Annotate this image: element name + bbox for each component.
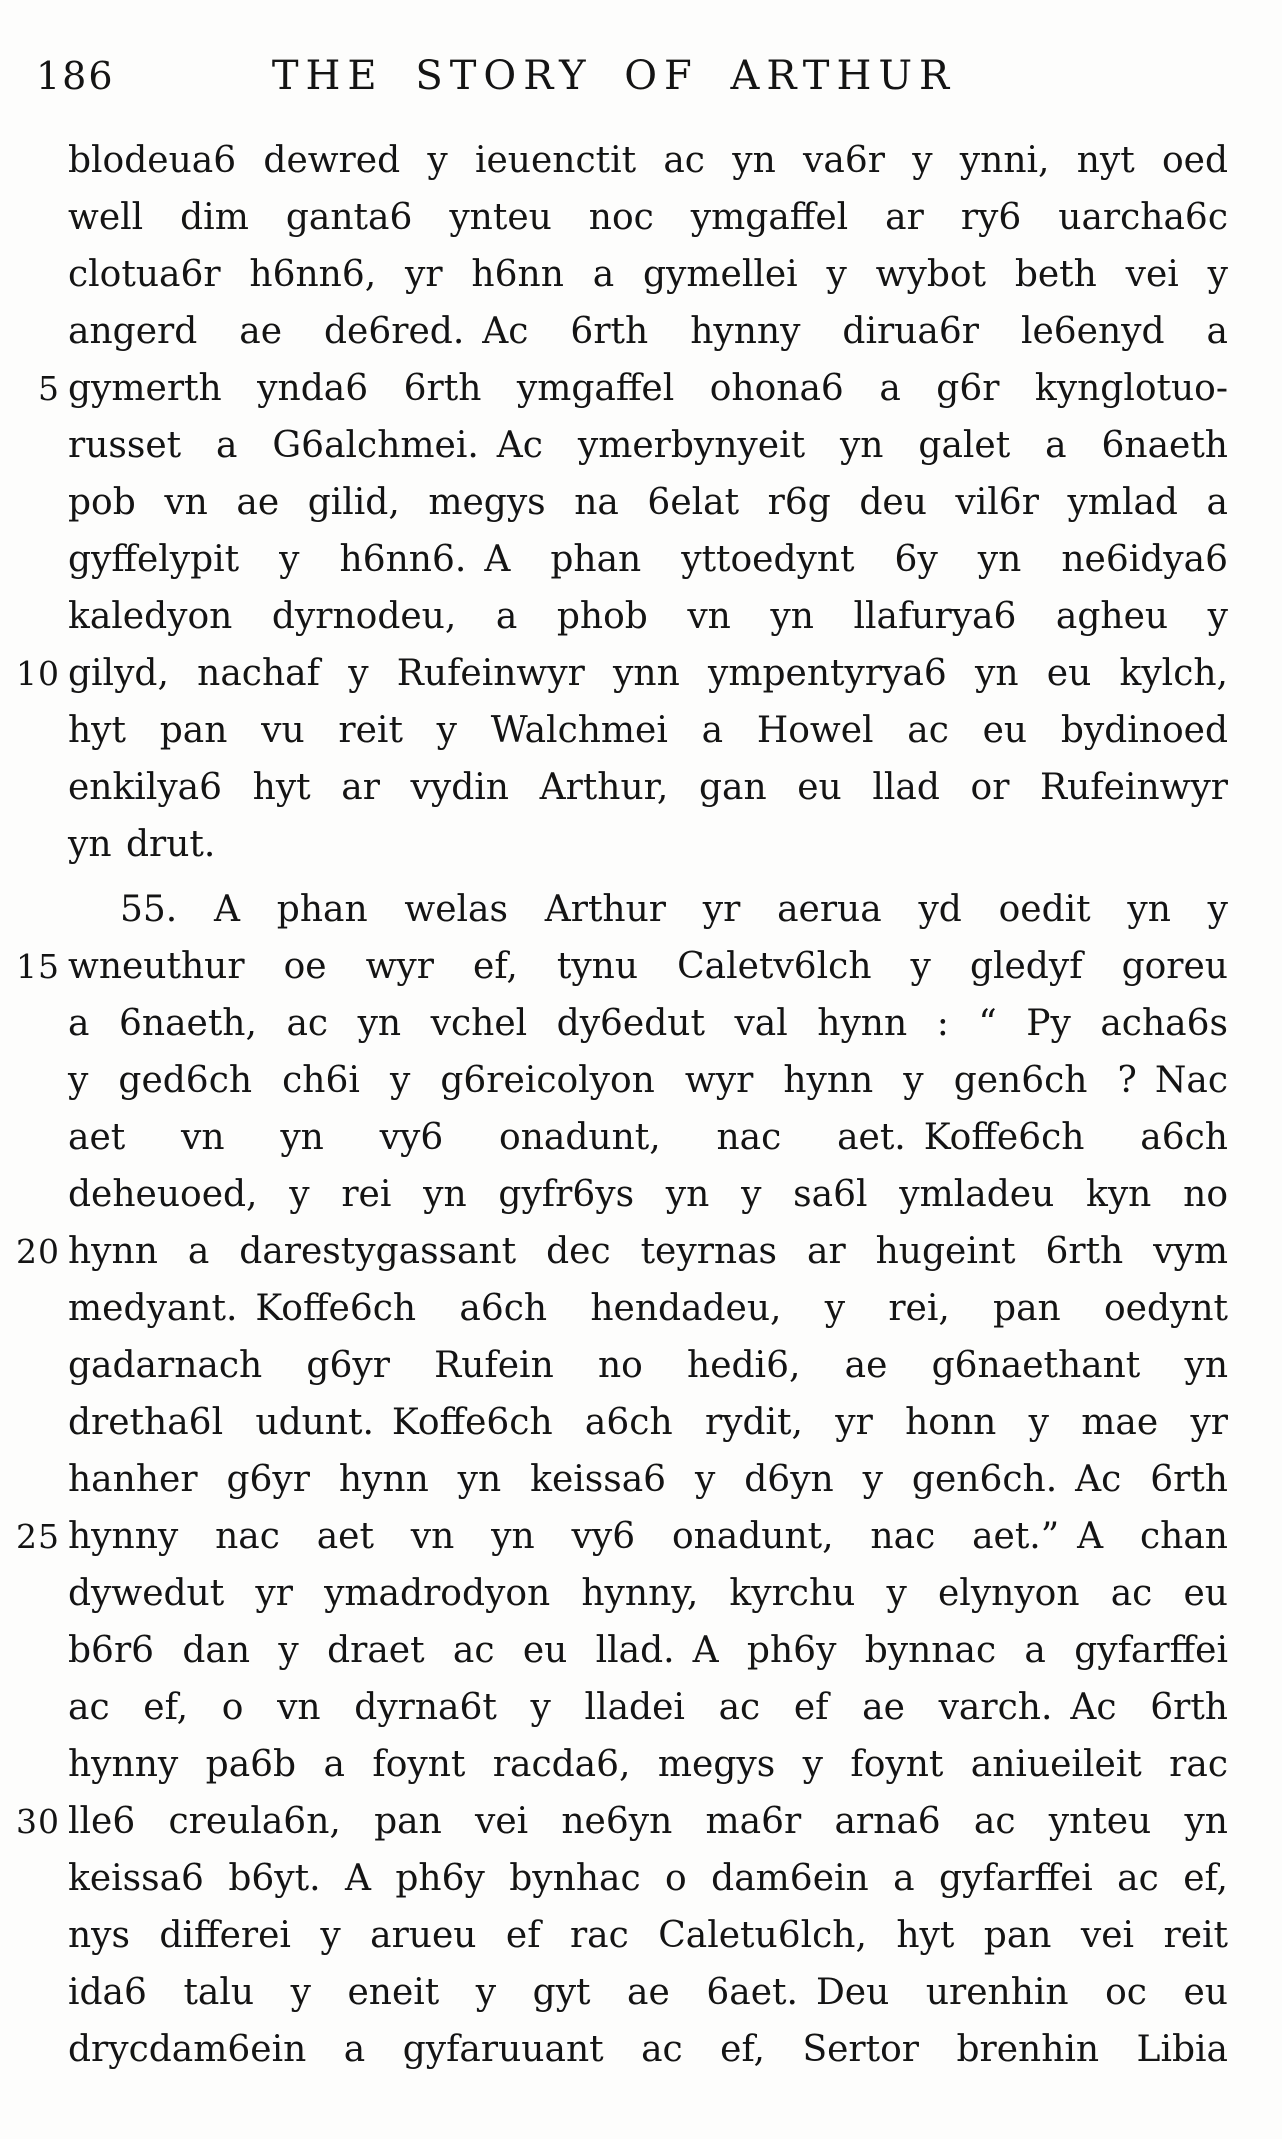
line-text: kaledyon dyrnodeu, a phob vn yn llafurya6 agheu y bbox=[68, 596, 1228, 637]
text-line bbox=[0, 417, 1228, 474]
line-number: 25 bbox=[16, 1517, 60, 1556]
text-line bbox=[0, 938, 1228, 995]
paragraph bbox=[0, 132, 1228, 873]
text-line bbox=[0, 995, 1228, 1052]
line-text: yn drut. bbox=[68, 824, 216, 865]
line-text: angerd ae de6red. Ac 6rth hynny dirua6r le6enyd a bbox=[68, 311, 1228, 352]
text-line bbox=[0, 1109, 1228, 1166]
paragraph bbox=[0, 881, 1228, 2078]
line-text: dywedut yr ymadrodyon hynny, kyrchu y elynyon ac eu bbox=[68, 1573, 1228, 1614]
line-text: drycdam6ein a gyfaruuant ac ef, Sertor brenhin Libia bbox=[68, 2029, 1228, 2070]
page-header bbox=[0, 50, 1228, 102]
line-number: 30 bbox=[16, 1802, 60, 1841]
line-text: lle6 creula6n, pan vei ne6yn ma6r arna6 ac ynteu yn bbox=[68, 1801, 1228, 1842]
line-text: nys differei y arueu ef rac Caletu6lch, hyt pan vei reit bbox=[68, 1915, 1228, 1956]
text-line bbox=[0, 1508, 1228, 1565]
line-text: b6r6 dan y draet ac eu llad. A ph6y bynnac a gyfarffei bbox=[68, 1630, 1228, 1671]
text-line bbox=[0, 645, 1228, 702]
text-line bbox=[0, 1052, 1228, 1109]
line-text: russet a G6alchmei. Ac ymerbynyeit yn galet a 6naeth bbox=[68, 425, 1228, 466]
text-line bbox=[0, 1793, 1228, 1850]
line-number: 10 bbox=[16, 654, 60, 693]
text-line bbox=[0, 2021, 1228, 2078]
line-number: 20 bbox=[16, 1232, 60, 1271]
page-title: THE STORY OF ARTHUR bbox=[271, 53, 957, 99]
line-text: enkilya6 hyt ar vydin Arthur, gan eu llad or Rufeinwyr bbox=[68, 767, 1228, 808]
line-text: hynny nac aet vn yn vy6 onadunt, nac aet.” A chan bbox=[68, 1516, 1228, 1557]
line-text: hanher g6yr hynn yn keissa6 y d6yn y gen6ch. Ac 6rth bbox=[68, 1459, 1228, 1500]
text-line bbox=[0, 1451, 1228, 1508]
text-line bbox=[0, 1337, 1228, 1394]
line-text: ida6 talu y eneit y gyt ae 6aet. Deu urenhin oc eu bbox=[68, 1972, 1228, 2013]
text-line bbox=[0, 531, 1228, 588]
text-line bbox=[0, 132, 1228, 189]
line-text: deheuoed, y rei yn gyfr6ys yn y sa6l ymladeu kyn no bbox=[68, 1174, 1228, 1215]
line-text: gadarnach g6yr Rufein no hedi6, ae g6naethant yn bbox=[68, 1345, 1228, 1386]
line-text: clotua6r h6nn6, yr h6nn a gymellei y wybot beth vei y bbox=[68, 254, 1228, 295]
line-text: y ged6ch ch6i y g6reicolyon wyr hynn y gen6ch ? Nac bbox=[68, 1060, 1228, 1101]
text-line bbox=[0, 1622, 1228, 1679]
text-line bbox=[0, 1223, 1228, 1280]
text-line bbox=[0, 702, 1228, 759]
line-text: ac ef, o vn dyrna6t y lladei ac ef ae varch. Ac 6rth bbox=[68, 1687, 1228, 1728]
text-line bbox=[0, 1280, 1228, 1337]
text-line bbox=[0, 246, 1228, 303]
line-text: hyt pan vu reit y Walchmei a Howel ac eu bydinoed bbox=[68, 710, 1228, 751]
line-text: 55. A phan welas Arthur yr aerua yd oedit yn y bbox=[120, 889, 1228, 930]
text-line bbox=[0, 474, 1228, 531]
line-text: hynn a darestygassant dec teyrnas ar hugeint 6rth vym bbox=[68, 1231, 1228, 1272]
page-number: 186 bbox=[36, 54, 115, 98]
text-line bbox=[0, 759, 1228, 816]
text-body bbox=[0, 132, 1282, 2078]
line-text: aet vn yn vy6 onadunt, nac aet. Koffe6ch a6ch bbox=[68, 1117, 1228, 1158]
text-line bbox=[0, 1565, 1228, 1622]
text-line bbox=[0, 1964, 1228, 2021]
text-line bbox=[0, 1850, 1228, 1907]
text-line bbox=[0, 189, 1228, 246]
text-line bbox=[0, 303, 1228, 360]
line-text: a 6naeth, ac yn vchel dy6edut val hynn : “ Py acha6s bbox=[68, 1003, 1228, 1044]
text-line bbox=[0, 1679, 1228, 1736]
line-text: hynny pa6b a foynt racda6, megys y foynt aniueileit rac bbox=[68, 1744, 1228, 1785]
line-text: keissa6 b6yt. A ph6y bynhac o dam6ein a gyfarffei ac ef, bbox=[68, 1858, 1228, 1899]
line-text: well dim ganta6 ynteu noc ymgaffel ar ry6 uarcha6c bbox=[68, 197, 1228, 238]
line-text: gyffelypit y h6nn6. A phan yttoedynt 6y yn ne6idya6 bbox=[68, 539, 1228, 580]
line-text: pob vn ae gilid, megys na 6elat r6g deu vil6r ymlad a bbox=[68, 482, 1228, 523]
line-number: 15 bbox=[16, 947, 60, 986]
line-text: blodeua6 dewred y ieuenctit ac yn va6r y ynni, nyt oed bbox=[68, 140, 1228, 181]
line-number: 5 bbox=[38, 369, 60, 408]
text-line bbox=[0, 1394, 1228, 1451]
line-text: gymerth ynda6 6rth ymgaffel ohona6 a g6r kynglotuo- bbox=[68, 368, 1228, 409]
text-line bbox=[0, 816, 1228, 873]
text-line bbox=[0, 881, 1228, 938]
text-line bbox=[0, 588, 1228, 645]
line-text: wneuthur oe wyr ef, tynu Caletv6lch y gledyf goreu bbox=[68, 946, 1228, 987]
text-line bbox=[0, 1736, 1228, 1793]
line-text: dretha6l udunt. Koffe6ch a6ch rydit, yr honn y mae yr bbox=[68, 1402, 1228, 1443]
text-line bbox=[0, 1166, 1228, 1223]
line-text: gilyd, nachaf y Rufeinwyr ynn ympentyrya6 yn eu kylch, bbox=[68, 653, 1228, 694]
line-text: medyant. Koffe6ch a6ch hendadeu, y rei, pan oedynt bbox=[68, 1288, 1228, 1329]
text-line bbox=[0, 1907, 1228, 1964]
text-line bbox=[0, 360, 1228, 417]
